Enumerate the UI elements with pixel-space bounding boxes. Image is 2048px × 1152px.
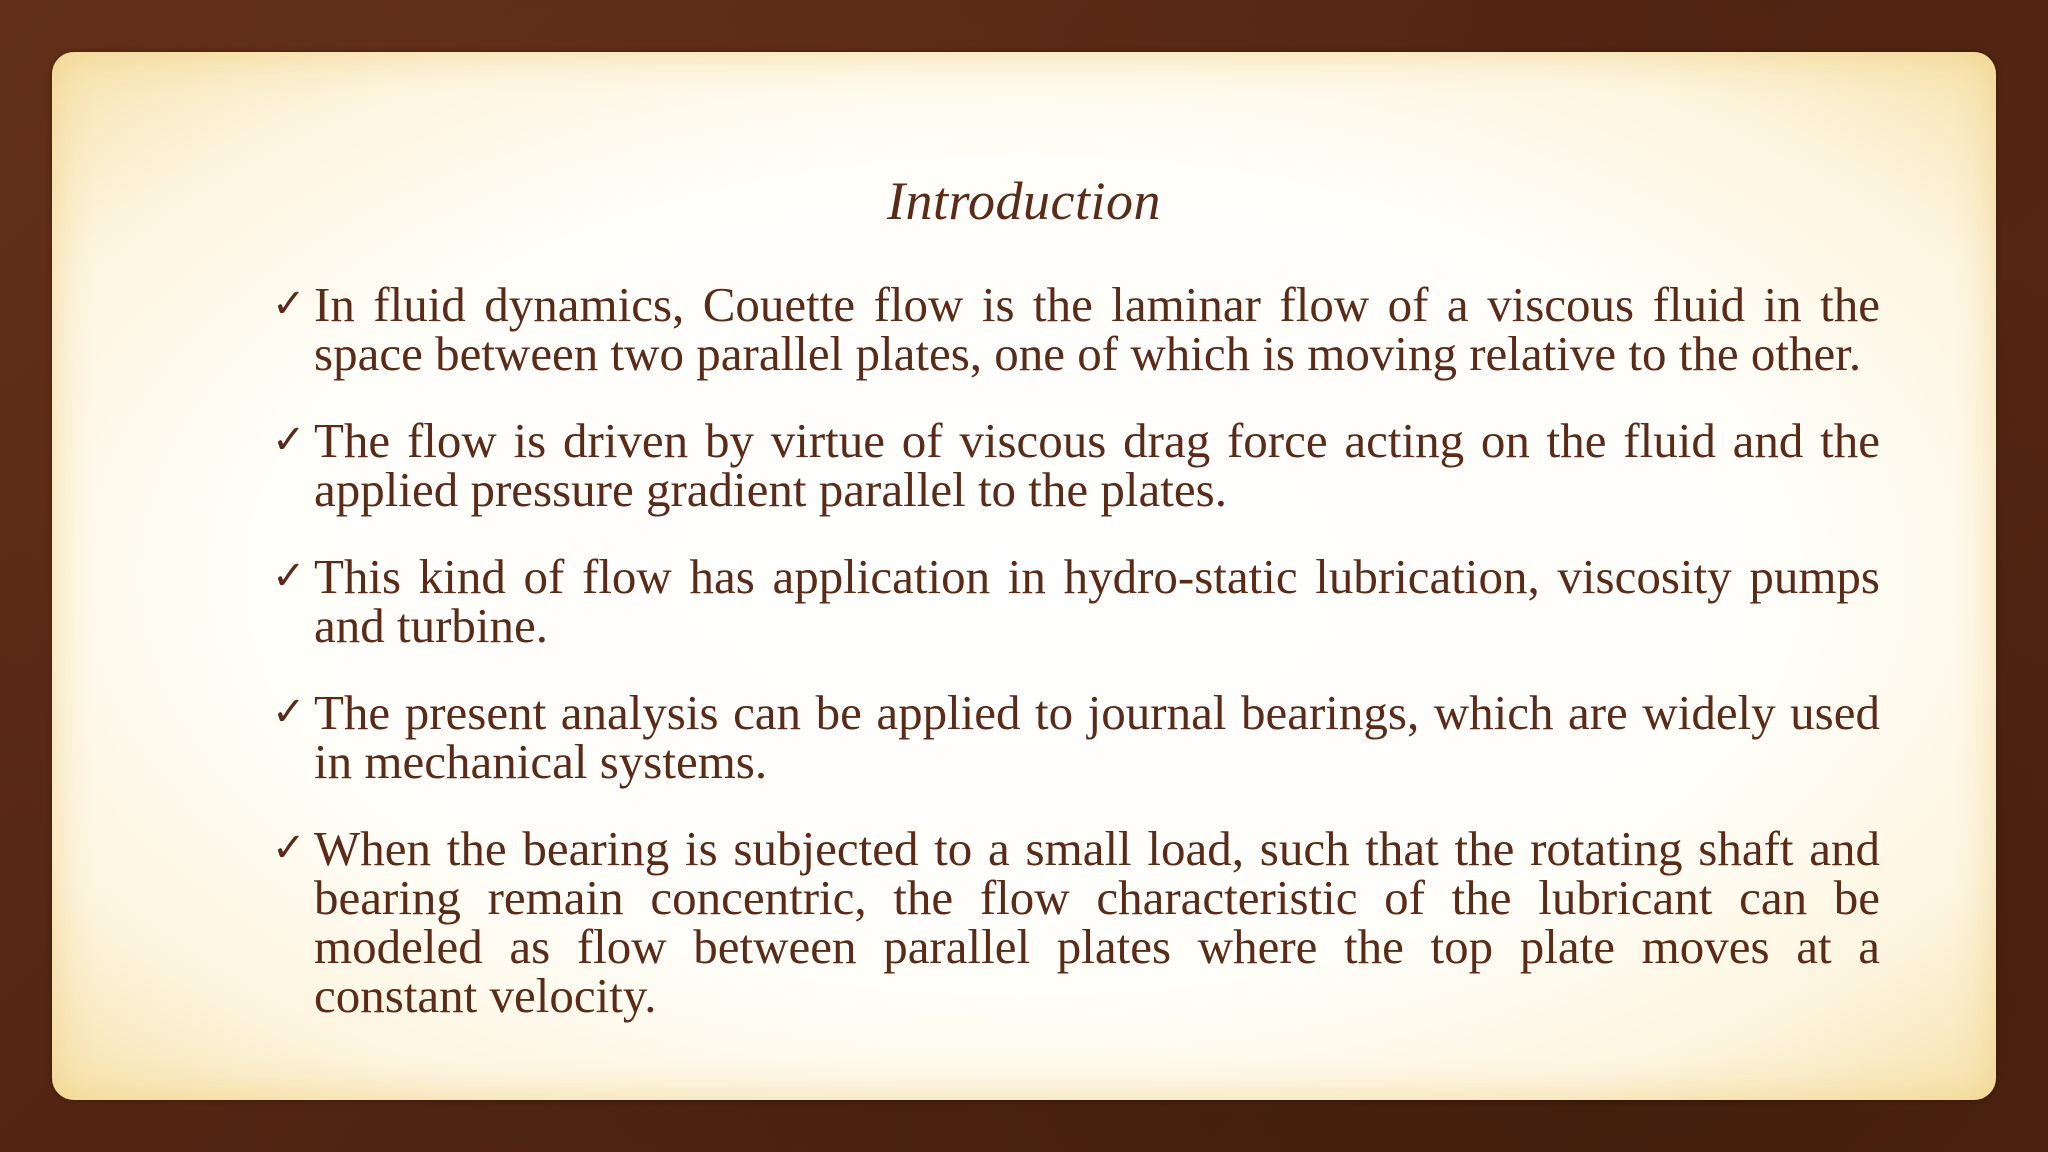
bullet-text: The present analysis can be applied to journal bearings, which are widely used in mechanical systems. <box>314 685 1880 789</box>
checkmark-icon: ✓ <box>272 417 306 463</box>
bullet-item <box>272 277 1880 381</box>
slide-panel <box>52 52 1996 1100</box>
bullet-item <box>272 821 1880 1023</box>
checkmark-icon: ✓ <box>272 553 306 599</box>
checkmark-icon: ✓ <box>272 689 306 735</box>
slide-title: Introduction <box>887 171 1161 231</box>
bullet-text: When the bearing is subjected to a small load, such that the rotating shaft and bearing remain concentric, the flow characteristic of the lubricant can be modeled as flow between parallel plates where the top plate moves at a constant velocity. <box>314 821 1880 1023</box>
bullet-list <box>272 277 1880 1058</box>
checkmark-icon: ✓ <box>272 281 306 327</box>
bullet-text: The flow is driven by virtue of viscous drag force acting on the fluid and the applied pressure gradient parallel to the plates. <box>314 413 1880 517</box>
bullet-text: This kind of flow has application in hydro-static lubrication, viscosity pumps and turbine. <box>314 549 1880 653</box>
checkmark-icon: ✓ <box>272 825 306 871</box>
bullet-text: In fluid dynamics, Couette flow is the laminar flow of a viscous fluid in the space between two parallel plates, one of which is moving relative to the other. <box>314 277 1880 381</box>
bullet-item <box>272 685 1880 789</box>
bullet-item <box>272 549 1880 653</box>
bullet-item <box>272 413 1880 517</box>
